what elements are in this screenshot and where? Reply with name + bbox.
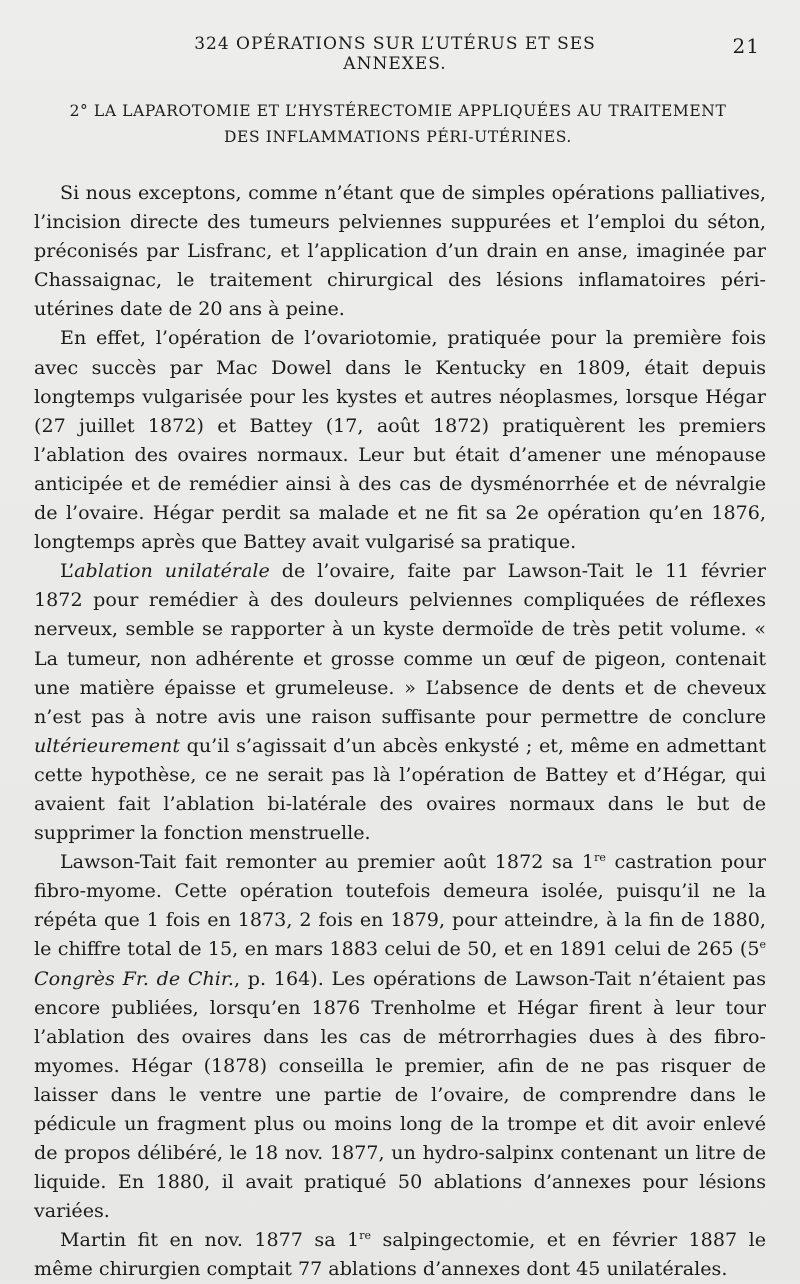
- paragraph-3: [34, 556, 766, 847]
- p4-text-e: , p. 164). Les opérations de Lawson-Tait n’étaient pas encore publiées, lorsqu’en 1876 Trenholme et Hégar firent à leur tour l’ablation des ovaires dans les cas de métrorrhagies dues à des fibro-myomes. Hégar (1878) conseilla le premier, afin de ne pas risquer de laisser dans le ventre une partie de l’ovaire, de comprendre dans le pédicule un fragment plus ou moins long de la trompe et dit avoir enlevé de propos délibéré, le 18 nov. 1877, un hydro-salpinx contenant un litre de liquide. En 1880, il avait pratiqué 50 ablations d’annexes pour lésions variées.: [34, 966, 766, 1223]
- section-title: [30, 98, 766, 150]
- paragraph-1: Si nous exceptons, comme n’étant que de simples opérations palliatives, l’incision directe des tumeurs pelviennes suppurées et l’emploi du séton, préconisés par Lisfranc, et l’application d’un drain en anse, imaginée par Chassaignac, le traitement chirurgical des lésions inflamatoires péri-utérines date de 20 ans à peine.: [34, 181, 766, 321]
- p4-text-b: castration pour fibro-myome. Cette opération toutefois demeura isolée, puisqu’il ne la répéta que 1 fois en 1873, 2 fois en 1879, pour atteindre, à la fin de 1880, le chiffre total de 15, en mars 1883 celui de 50, et en 1891 celui de 265 (5: [34, 850, 766, 961]
- p4-italic-congres: Congrès Fr. de Chir.: [34, 966, 234, 990]
- paragraph-2: En effet, l’opération de l’ovariotomie, pratiquée pour la première fois avec succès par Mac Dowel dans le Kentucky en 1809, était depuis longtemps vulgarisée pour les kystes et autres néoplasmes, lorsque Hégar (27 juillet 1872) et Battey (17, août 1872) pratiquèrent les premiers l’ablation des ovaires normaux. Leur but était d’amener une ménopause anticipée et de remédier ainsi à des cas de dysménorrhée et de névralgie de l’ovaire. Hégar perdit sa malade et ne fit sa 2e opération qu’en 1876, longtemps après que Battey avait vulgarisé sa pratique.: [34, 326, 766, 554]
- folio-number: 21: [732, 34, 760, 58]
- p5-text-a: Martin fit en nov. 1877 sa 1: [60, 1228, 360, 1252]
- paragraph-5: [34, 1225, 766, 1283]
- section-title-line-2: DES INFLAMMATIONS PÉRI-UTÉRINES.: [224, 128, 572, 146]
- p5-text-b: salpingectomie, et en février 1887 le même chirurgien comptait 77 ablations d’annexes dont 45 unilatérales.: [34, 1228, 766, 1281]
- p5-superscript: re: [359, 1229, 371, 1243]
- body-text: [34, 178, 766, 1284]
- running-head: [30, 34, 760, 74]
- paragraph-4: [34, 847, 766, 1225]
- p3-text-a: L’: [60, 559, 75, 583]
- p3-text-c: de l’ovaire, faite par Lawson-Tait le 11 février 1872 pour remédier à des douleurs pelviennes compliquées de réflexes nerveux, semble se rapporter à un kyste dermoïde de très petit volume. « La tumeur, non adhérente et grosse comme un œuf de pigeon, contenait une matière épaisse et grumeleuse. » L’absence de dents et de cheveux n’est pas à notre avis une raison suffisante pour permettre de conclure: [34, 559, 766, 728]
- section-title-line-1: 2° LA LAPAROTOMIE ET L’HYSTÉRECTOMIE APPLIQUÉES AU TRAITEMENT: [69, 102, 727, 120]
- p3-text-e: qu’il s’agissait d’un abcès enkysté ; et, même en admettant cette hypothèse, ce ne serait pas là l’opération de Battey et d’Hégar, qui avaient fait l’ablation bi-latérale des ovaires normaux dans le but de supprimer la fonction menstruelle.: [34, 733, 766, 845]
- running-title: 324 OPÉRATIONS SUR L’UTÉRUS ET SES ANNEXES.: [194, 34, 596, 74]
- p4-text-a: Lawson-Tait fait remonter au premier août 1872 sa 1: [60, 850, 595, 874]
- p4-superscript-2: e: [759, 938, 766, 952]
- p3-italic-ulterieurement: ultérieurement: [34, 733, 181, 757]
- p4-superscript-1: re: [594, 851, 606, 865]
- p3-italic-ablation: ablation unilatérale: [74, 559, 270, 583]
